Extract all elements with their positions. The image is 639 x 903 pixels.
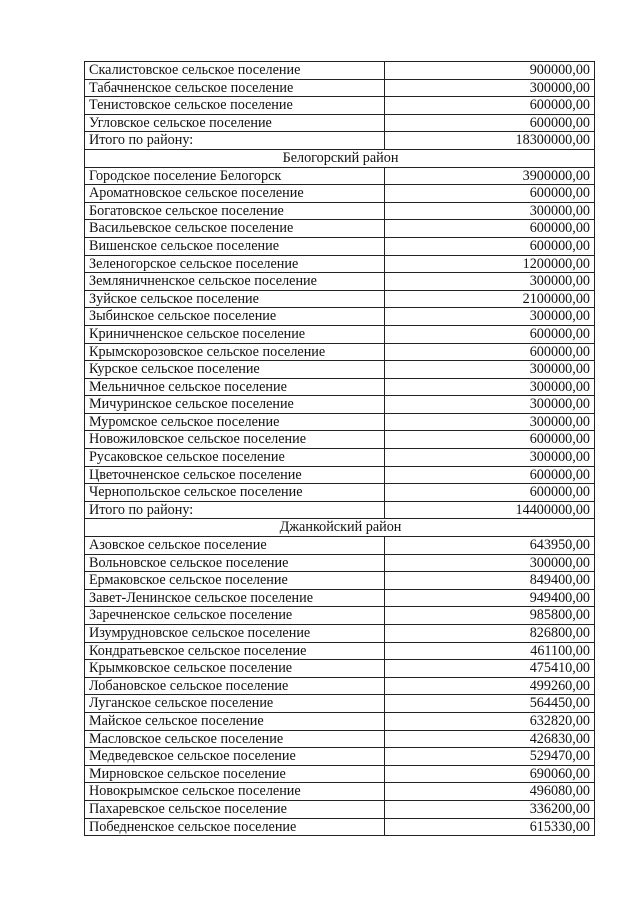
table-row	[85, 237, 595, 255]
settlement-amount: 643950,00	[385, 537, 595, 555]
settlement-name: Зуйское сельское поселение	[85, 290, 385, 308]
settlement-amount: 949400,00	[385, 589, 595, 607]
table-row	[85, 167, 595, 185]
table-row	[85, 255, 595, 273]
settlement-name: Вишенское сельское поселение	[85, 237, 385, 255]
settlement-name: Новожиловское сельское поселение	[85, 431, 385, 449]
table-row	[85, 783, 595, 801]
settlement-name: Мичуринское сельское поселение	[85, 396, 385, 414]
table-row	[85, 642, 595, 660]
settlement-name: Курское сельское поселение	[85, 361, 385, 379]
table-row	[85, 695, 595, 713]
district-total-amount: 18300000,00	[385, 132, 595, 150]
settlement-amount: 600000,00	[385, 220, 595, 238]
settlement-name: Цветочненское сельское поселение	[85, 466, 385, 484]
document-page	[84, 61, 594, 836]
settlement-name: Лобановское сельское поселение	[85, 677, 385, 695]
settlement-amount: 1200000,00	[385, 255, 595, 273]
settlement-amount: 564450,00	[385, 695, 595, 713]
table-row	[85, 378, 595, 396]
settlement-name: Луганское сельское поселение	[85, 695, 385, 713]
allocation-table-body	[85, 62, 595, 836]
settlement-amount: 600000,00	[385, 237, 595, 255]
settlement-amount: 336200,00	[385, 800, 595, 818]
settlement-amount: 300000,00	[385, 202, 595, 220]
settlement-amount: 496080,00	[385, 783, 595, 801]
settlement-name: Майское сельское поселение	[85, 712, 385, 730]
settlement-amount: 632820,00	[385, 712, 595, 730]
settlement-name: Изумрудновское сельское поселение	[85, 625, 385, 643]
settlement-amount: 600000,00	[385, 114, 595, 132]
allocation-table	[84, 61, 595, 836]
district-header-row	[85, 149, 595, 167]
settlement-amount: 300000,00	[385, 554, 595, 572]
settlement-amount: 849400,00	[385, 572, 595, 590]
settlement-amount: 300000,00	[385, 273, 595, 291]
table-row	[85, 325, 595, 343]
settlement-name: Масловское сельское поселение	[85, 730, 385, 748]
settlement-amount: 600000,00	[385, 97, 595, 115]
settlement-name: Скалистовское сельское поселение	[85, 62, 385, 80]
table-row	[85, 660, 595, 678]
settlement-name: Чернопольское сельское поселение	[85, 484, 385, 502]
settlement-name: Мельничное сельское поселение	[85, 378, 385, 396]
settlement-amount: 300000,00	[385, 378, 595, 396]
settlement-amount: 600000,00	[385, 343, 595, 361]
district-header: Джанкойский район	[85, 519, 595, 537]
table-row	[85, 202, 595, 220]
settlement-name: Ароматновское сельское поселение	[85, 185, 385, 203]
settlement-amount: 300000,00	[385, 361, 595, 379]
district-total-label: Итого по району:	[85, 132, 385, 150]
table-row	[85, 712, 595, 730]
district-header: Белогорский район	[85, 149, 595, 167]
settlement-name: Медведевское сельское поселение	[85, 748, 385, 766]
settlement-name: Русаковское сельское поселение	[85, 449, 385, 467]
table-row	[85, 537, 595, 555]
table-row	[85, 79, 595, 97]
settlement-amount: 600000,00	[385, 431, 595, 449]
table-row	[85, 431, 595, 449]
table-row	[85, 765, 595, 783]
table-row	[85, 589, 595, 607]
settlement-name: Победненское сельское поселение	[85, 818, 385, 836]
table-row	[85, 308, 595, 326]
table-row	[85, 800, 595, 818]
table-row	[85, 343, 595, 361]
table-row	[85, 185, 595, 203]
settlement-amount: 475410,00	[385, 660, 595, 678]
district-header-row	[85, 519, 595, 537]
settlement-amount: 499260,00	[385, 677, 595, 695]
table-row	[85, 220, 595, 238]
table-row	[85, 484, 595, 502]
settlement-amount: 3900000,00	[385, 167, 595, 185]
settlement-amount: 300000,00	[385, 396, 595, 414]
table-row	[85, 273, 595, 291]
settlement-amount: 600000,00	[385, 185, 595, 203]
settlement-name: Городское поселение Белогорск	[85, 167, 385, 185]
district-total-amount: 14400000,00	[385, 501, 595, 519]
settlement-name: Азовское сельское поселение	[85, 537, 385, 555]
table-row	[85, 97, 595, 115]
settlement-name: Угловское сельское поселение	[85, 114, 385, 132]
settlement-amount: 600000,00	[385, 484, 595, 502]
settlement-amount: 300000,00	[385, 449, 595, 467]
settlement-name: Табачненское сельское поселение	[85, 79, 385, 97]
settlement-name: Крымковское сельское поселение	[85, 660, 385, 678]
settlement-name: Вольновское сельское поселение	[85, 554, 385, 572]
table-row	[85, 554, 595, 572]
table-row	[85, 361, 595, 379]
settlement-amount: 529470,00	[385, 748, 595, 766]
settlement-name: Новокрымское сельское поселение	[85, 783, 385, 801]
settlement-amount: 2100000,00	[385, 290, 595, 308]
district-total-row	[85, 132, 595, 150]
settlement-amount: 300000,00	[385, 413, 595, 431]
table-row	[85, 625, 595, 643]
table-row	[85, 466, 595, 484]
settlement-name: Муромское сельское поселение	[85, 413, 385, 431]
settlement-name: Зеленогорское сельское поселение	[85, 255, 385, 273]
settlement-name: Богатовское сельское поселение	[85, 202, 385, 220]
settlement-amount: 461100,00	[385, 642, 595, 660]
settlement-amount: 300000,00	[385, 79, 595, 97]
settlement-name: Зыбинское сельское поселение	[85, 308, 385, 326]
district-total-row	[85, 501, 595, 519]
table-row	[85, 449, 595, 467]
settlement-name: Васильевское сельское поселение	[85, 220, 385, 238]
settlement-amount: 900000,00	[385, 62, 595, 80]
settlement-amount: 690060,00	[385, 765, 595, 783]
settlement-name: Крымскорозовское сельское поселение	[85, 343, 385, 361]
table-row	[85, 677, 595, 695]
settlement-amount: 600000,00	[385, 466, 595, 484]
settlement-amount: 985800,00	[385, 607, 595, 625]
district-total-label: Итого по району:	[85, 501, 385, 519]
table-row	[85, 607, 595, 625]
settlement-name: Тенистовское сельское поселение	[85, 97, 385, 115]
settlement-amount: 826800,00	[385, 625, 595, 643]
settlement-name: Кондратьевское сельское поселение	[85, 642, 385, 660]
table-row	[85, 290, 595, 308]
table-row	[85, 114, 595, 132]
settlement-amount: 300000,00	[385, 308, 595, 326]
table-row	[85, 748, 595, 766]
settlement-amount: 600000,00	[385, 325, 595, 343]
settlement-name: Криничненское сельское поселение	[85, 325, 385, 343]
settlement-name: Пахаревское сельское поселение	[85, 800, 385, 818]
table-row	[85, 62, 595, 80]
table-row	[85, 818, 595, 836]
settlement-name: Заречненское сельское поселение	[85, 607, 385, 625]
table-row	[85, 730, 595, 748]
table-row	[85, 413, 595, 431]
settlement-name: Мирновское сельское поселение	[85, 765, 385, 783]
settlement-name: Земляничненское сельское поселение	[85, 273, 385, 291]
table-row	[85, 396, 595, 414]
settlement-name: Завет-Ленинское сельское поселение	[85, 589, 385, 607]
settlement-name: Ермаковское сельское поселение	[85, 572, 385, 590]
settlement-amount: 426830,00	[385, 730, 595, 748]
table-row	[85, 572, 595, 590]
settlement-amount: 615330,00	[385, 818, 595, 836]
